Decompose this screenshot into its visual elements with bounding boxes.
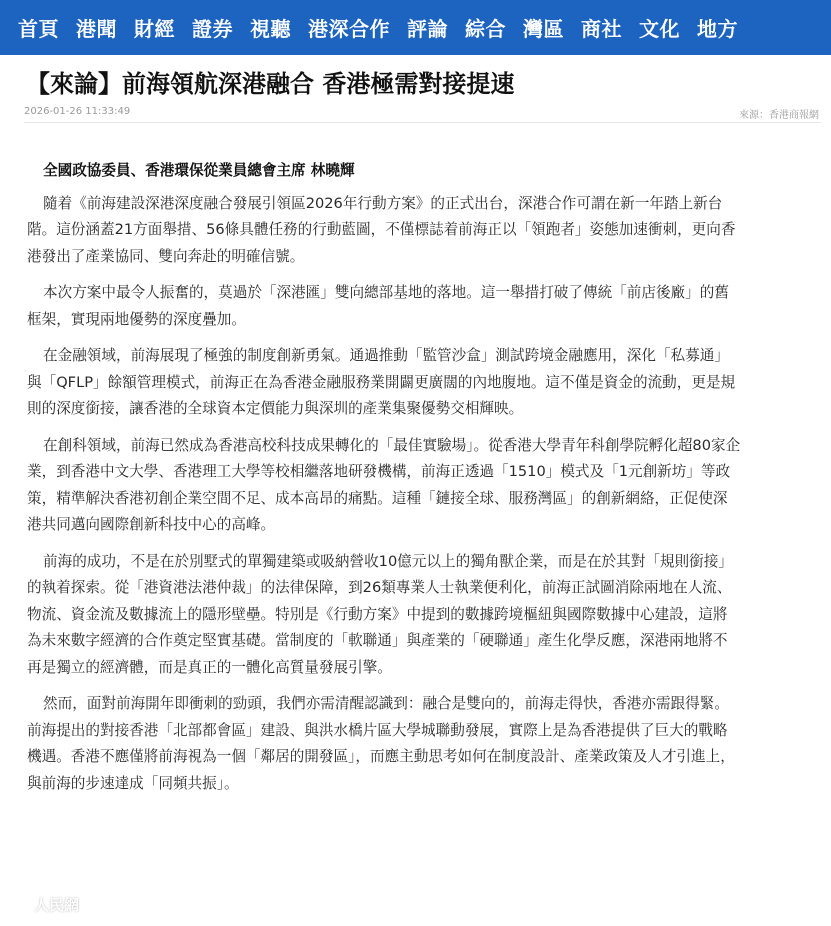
top-navigation-bar — [0, 0, 831, 55]
nav-item-video[interactable]: 視聽 — [250, 17, 291, 41]
nav-item-local[interactable]: 地方 — [697, 17, 738, 41]
nav-item-culture[interactable]: 文化 — [639, 17, 680, 41]
nav-item-bay-area[interactable]: 灣區 — [523, 17, 564, 41]
article-paragraph: 隨着《前海建設深港深度融合發展引領區2026年行動方案》的正式出台，深港合作可謂在新一年踏上新台 階。這份涵蓋21方面舉措、56條具體任務的行動藍圖，不僅標誌着前海正以「領跑者」姿態加速衝刺，更向香 港發出了產業協同、雙向奔赴的明確信號。 — [27, 194, 736, 265]
nav-item-finance[interactable]: 財經 — [134, 17, 175, 41]
watermark-logo-icon — [6, 893, 28, 915]
article-meta — [24, 106, 819, 121]
article-title: 【來論】前海領航深港融合 香港極需對接提速 — [26, 70, 515, 98]
nav-item-home[interactable]: 首頁 — [18, 17, 59, 41]
nav-item-community[interactable]: 商社 — [581, 17, 622, 41]
nav-item-commentary[interactable]: 評論 — [407, 17, 448, 41]
article-source: 來源：香港商報網 — [739, 110, 819, 121]
nav-item-hk-news[interactable]: 港聞 — [76, 17, 117, 41]
nav-item-securities[interactable]: 證券 — [192, 17, 233, 41]
watermark-text: 人民網 — [34, 895, 80, 914]
nav-item-sz-hk-cooperation[interactable]: 港深合作 — [308, 17, 390, 41]
watermark — [6, 893, 79, 915]
publish-date: 2026-01-26 11:33:49 — [24, 106, 131, 117]
article-author: 全國政協委員、香港環保從業員總會主席 林曉輝 — [43, 162, 355, 179]
article-paragraph: 本次方案中最令人振奮的，莫過於「深港匯」雙向總部基地的落地。這一舉措打破了傳統「前店後廠」的舊 框架，實現兩地優勢的深度疊加。 — [27, 284, 729, 328]
article-paragraph: 在金融領域，前海展現了極強的制度創新勇氣。通過推動「監管沙盒」測試跨境金融應用，深化「私募通」 與「QFLP」餘額管理模式，前海正在為香港金融服務業開闢更廣闊的內地腹地。這不僅是資金的流動，更是規 則的深度銜接，讓香港的全球資本定價能力與深圳的產業集聚優勢交相輝映。 — [27, 347, 736, 417]
meta-divider — [24, 122, 821, 123]
article-paragraph: 在創科領域，前海已然成為香港高校科技成果轉化的「最佳實驗場」。從香港大學青年科創學院孵化超80家企 業，到香港中文大學、香港理工大學等校相繼落地研發機構，前海正透過「1510」模式及「1元創新坊」等政 策，精準解決香港初創企業空間不足、成本高昂的痛點。這種「鏈接全球、服務灣區」的創新網絡，正促使深 港共同邁向國際創新科技中心的高峰。 — [27, 436, 741, 533]
article-body — [27, 158, 822, 807]
article-paragraph: 然而，面對前海開年即衝刺的勁頭，我們亦需清醒認識到：融合是雙向的，前海走得快，香港亦需跟得緊。 前海提出的對接香港「北部都會區」建設、與洪水橋片區大學城聯動發展，實際上是為香港提供了巨大的戰略 機遇。香港不應僅將前海視為一個「鄰居的開發區」，而應主動思考如何在制度設計、產業政策及人才引進上， 與前海的步速達成「同頻共振」。 — [27, 695, 735, 792]
nav-item-general[interactable]: 綜合 — [465, 17, 506, 41]
article-paragraph: 前海的成功，不是在於別墅式的單獨建築或吸納營收10億元以上的獨角獸企業，而是在於其對「規則銜接」 的執着探索。從「港資港法港仲裁」的法律保障，到26類專業人士執業便利化，前海正試圖消除兩地在人流、 物流、資金流及數據流上的隱形壁壘。特別是《行動方案》中提到的數據跨境樞紐與國際數據中心建設，這將 為未來數字經濟的合作奠定堅實基礎。當制度的「軟聯通」與產業的「硬聯通」產生化學反應，深港兩地將不 再是獨立的經濟體，而是真正的一體化高質量發展引擎。 — [27, 552, 733, 676]
